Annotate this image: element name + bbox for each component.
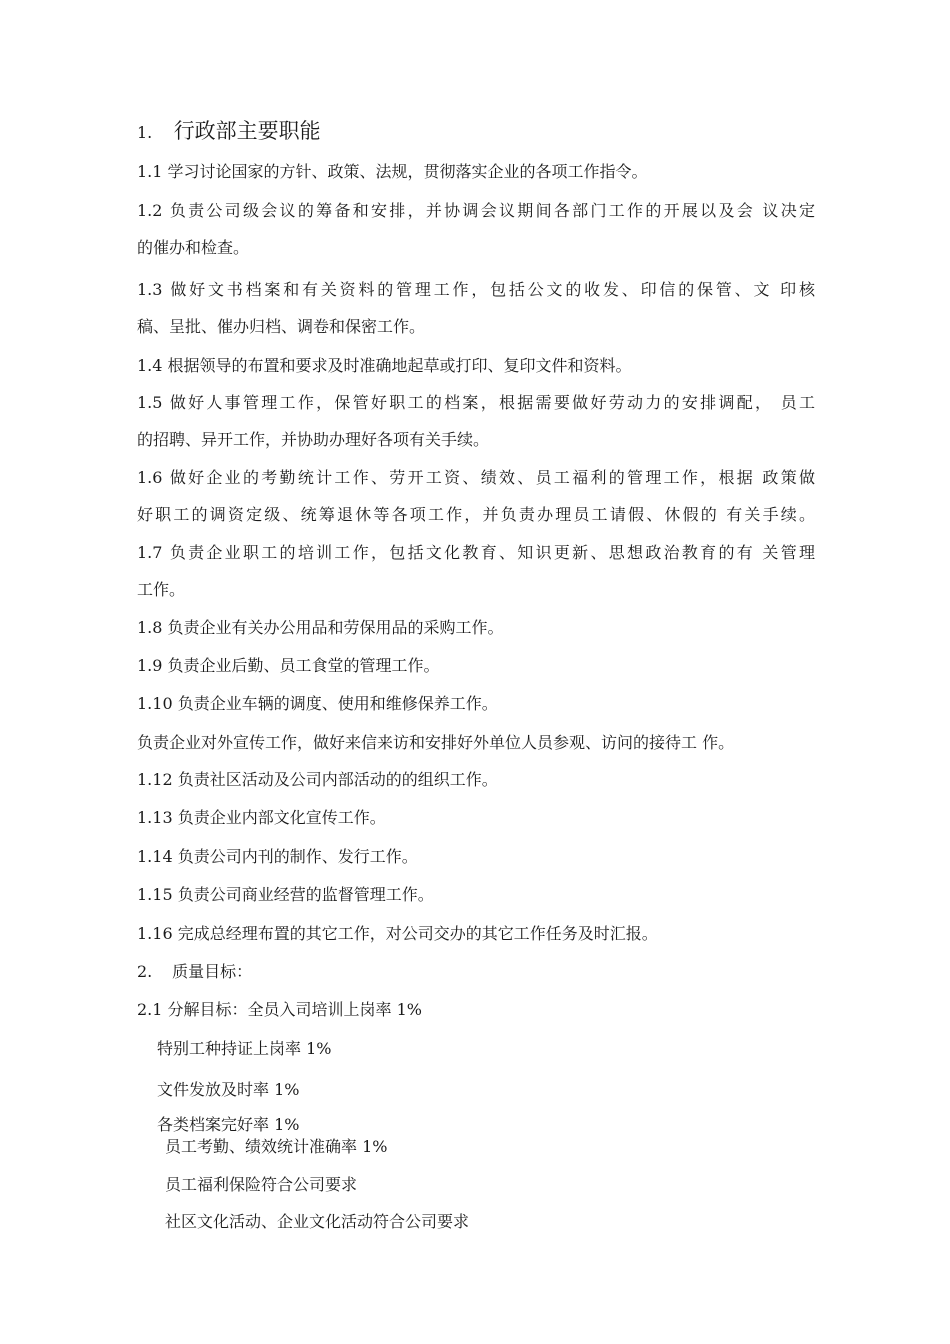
goal-line: 员工考勤、绩效统计准确率 1% <box>165 1137 388 1156</box>
item-1-7-line-2: 工作。 <box>137 580 186 599</box>
goal-2-1: 2.1 分解目标：全员入司培训上岗率 1% <box>137 1000 423 1019</box>
goal-line: 特别工种持证上岗率 1% <box>157 1039 332 1058</box>
item-1-7-line-1: 1.7 负责企业职工的培训工作，包括文化教育、知识更新、思想政治教育的有 关管理 <box>137 543 815 562</box>
item-1-11: 负责企业对外宣传工作，做好来信来访和安排好外单位人员参观、访问的接待工 作。 <box>137 733 735 752</box>
item-1-6-line-1: 1.6 做好企业的考勤统计工作、劳开工资、绩效、员工福利的管理工作，根据 政策做 <box>137 468 815 487</box>
item-1-4: 1.4 根据领导的布置和要求及时准确地起草或打印、复印文件和资料。 <box>137 356 632 375</box>
item-1-2-line-1: 1.2 负责公司级会议的筹备和安排，并协调会议期间各部门工作的开展以及会 议决定 <box>137 201 815 220</box>
item-1-12: 1.12 负责社区活动及公司内部活动的的组织工作。 <box>137 770 498 789</box>
section-1-heading <box>137 118 321 146</box>
item-1-9: 1.9 负责企业后勤、员工食堂的管理工作。 <box>137 656 440 675</box>
section-1-title: 行政部主要职能 <box>173 119 321 143</box>
item-1-6-line-2: 好职工的调资定级、统筹退休等各项工作，并负责办理员工请假、休假的 有关手续。 <box>137 505 815 524</box>
item-1-3-line-2: 稿、呈批、催办归档、调卷和保密工作。 <box>137 317 426 336</box>
goal-line: 文件发放及时率 1% <box>157 1080 300 1099</box>
item-1-15: 1.15 负责公司商业经营的监督管理工作。 <box>137 885 434 904</box>
item-1-5-line-1: 1.5 做好人事管理工作，保管好职工的档案，根据需要做好劳动力的安排调配， 员工 <box>137 393 815 412</box>
item-1-14: 1.14 负责公司内刊的制作、发行工作。 <box>137 847 418 866</box>
item-1-3-line-1: 1.3 做好文书档案和有关资料的管理工作，包括公文的收发、印信的保管、文 印核 <box>137 280 815 299</box>
section-2-title: 质量目标： <box>172 962 253 981</box>
item-1-13: 1.13 负责企业内部文化宣传工作。 <box>137 808 386 827</box>
item-1-16: 1.16 完成总经理布置的其它工作，对公司交办的其它工作任务及时汇报。 <box>137 924 658 943</box>
section-2-heading <box>137 962 252 982</box>
item-1-1: 1.1 学习讨论国家的方针、政策、法规，贯彻落实企业的各项工作指令。 <box>137 162 648 181</box>
goal-line: 社区文化活动、企业文化活动符合公司要求 <box>165 1212 470 1231</box>
item-1-8: 1.8 负责企业有关办公用品和劳保用品的采购工作。 <box>137 618 504 637</box>
item-1-5-line-2: 的招聘、异开工作，并协助办理好各项有关手续。 <box>137 430 490 449</box>
goal-line: 员工福利保险符合公司要求 <box>165 1175 358 1194</box>
item-1-10: 1.10 负责企业车辆的调度、使用和维修保养工作。 <box>137 694 498 713</box>
section-1-number: 1. <box>137 123 153 142</box>
section-2-number: 2. <box>137 962 153 981</box>
goal-line: 各类档案完好率 1% <box>157 1115 300 1134</box>
item-1-2-line-2: 的催办和检查。 <box>137 238 250 257</box>
